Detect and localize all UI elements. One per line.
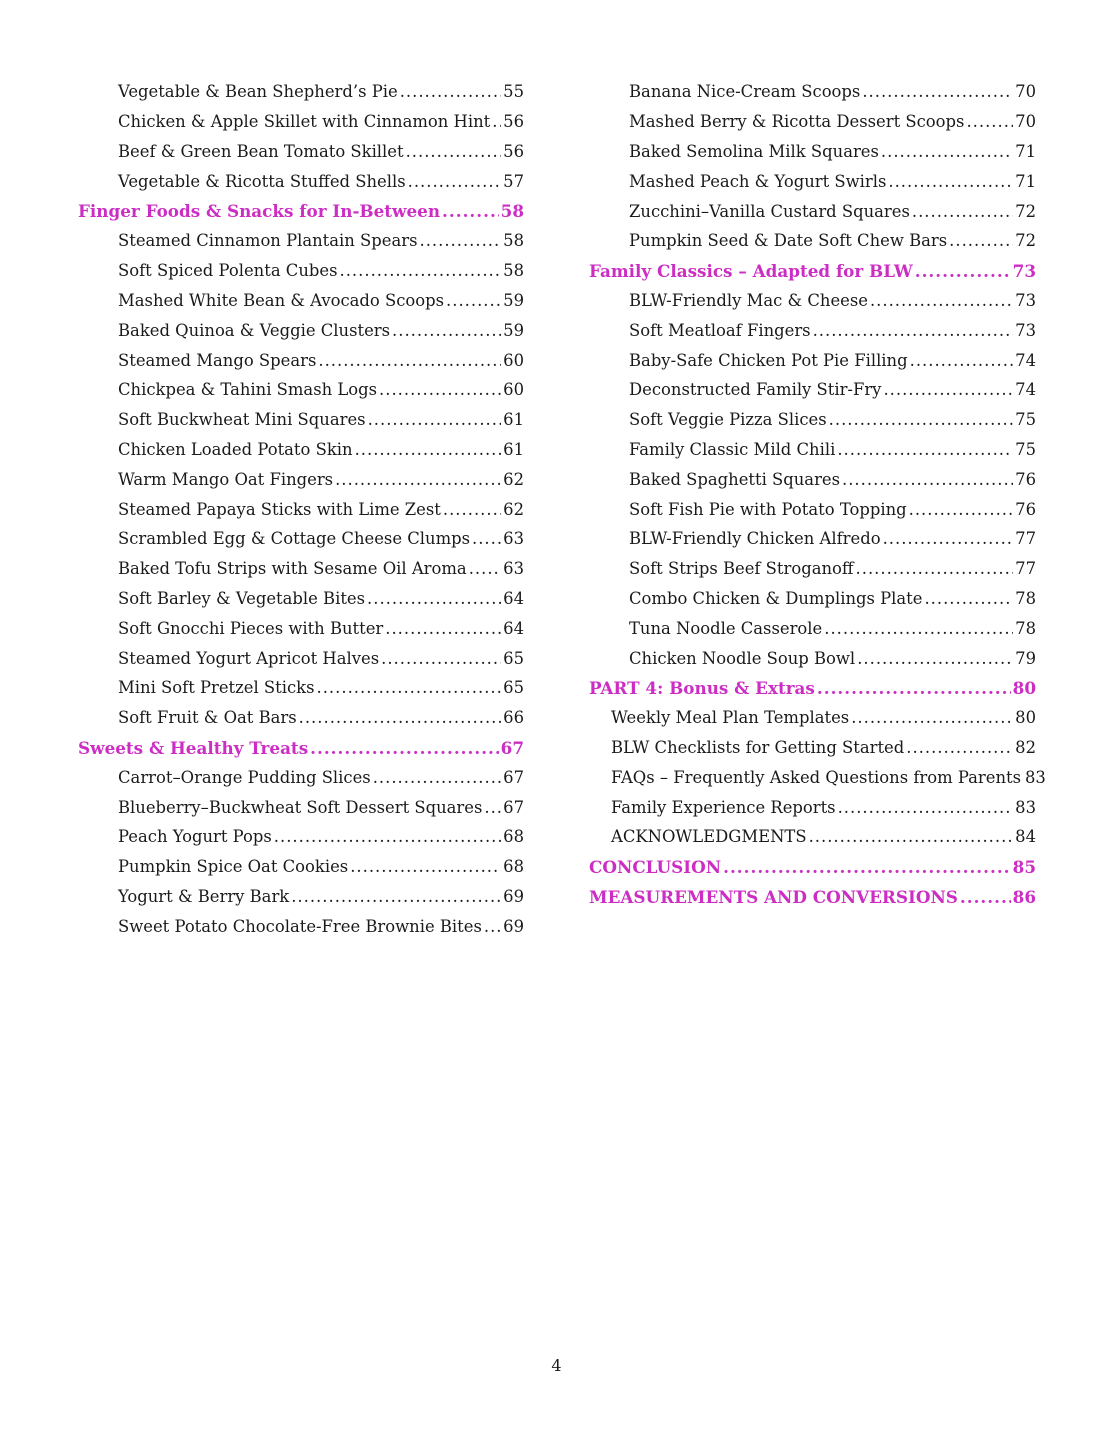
toc-entry-title: Soft Strips Beef Stroganoff <box>629 559 854 579</box>
toc-entry-page: 61 <box>503 410 524 430</box>
toc-entry[interactable] <box>78 669 524 699</box>
toc-entry-title: BLW-Friendly Chicken Alfredo <box>629 529 881 549</box>
toc-entry-page: 56 <box>503 112 524 132</box>
toc-entry-title: Combo Chicken & Dumplings Plate <box>629 588 923 608</box>
toc-dot-leader <box>960 889 1011 906</box>
toc-entry-page: 73 <box>1012 260 1036 281</box>
toc-entry-page: 67 <box>503 767 524 787</box>
toc-entry-title: Scrambled Egg & Cottage Cheese Clumps <box>118 529 471 549</box>
toc-entry-page: 64 <box>503 618 524 638</box>
toc-entry-page: 65 <box>503 648 524 668</box>
toc-entry[interactable] <box>589 73 1036 103</box>
toc-entry-page: 73 <box>1015 290 1036 310</box>
toc-dot-leader <box>469 561 501 577</box>
toc-dot-leader <box>909 502 1014 518</box>
toc-entry[interactable] <box>589 580 1036 610</box>
toc-entry[interactable] <box>78 520 524 550</box>
toc-entry-page: 86 <box>1012 886 1036 907</box>
toc-dot-leader <box>419 233 501 249</box>
toc-entry[interactable] <box>589 788 1036 818</box>
toc-dot-leader <box>318 353 501 369</box>
toc-dot-leader <box>824 621 1013 637</box>
toc-entry[interactable] <box>78 252 524 282</box>
toc-entry[interactable] <box>78 162 524 192</box>
toc-entry[interactable] <box>78 848 524 878</box>
toc-entry-page: 63 <box>503 559 524 579</box>
toc-entry-title: Beef & Green Bean Tomato Skillet <box>118 141 404 161</box>
toc-dot-leader <box>888 174 1013 190</box>
toc-dot-leader <box>442 203 499 220</box>
toc-entry-title: Soft Veggie Pizza Slices <box>629 410 827 430</box>
toc-dot-leader <box>291 889 501 905</box>
toc-entry[interactable] <box>589 460 1036 490</box>
toc-entry-page: 65 <box>503 678 524 698</box>
toc-entry-page: 83 <box>1015 797 1036 817</box>
toc-entry[interactable] <box>589 401 1036 431</box>
toc-entry-title: CONCLUSION <box>589 856 722 877</box>
toc-entry[interactable] <box>78 609 524 639</box>
toc-entry[interactable] <box>78 699 524 729</box>
toc-entry-page: 83 <box>1025 767 1046 787</box>
toc-entry-page: 77 <box>1015 529 1036 549</box>
toc-entry[interactable] <box>589 371 1036 401</box>
toc-entry-page: 75 <box>1015 439 1036 459</box>
toc-entry-page: 74 <box>1015 380 1036 400</box>
toc-entry[interactable] <box>78 431 524 461</box>
toc-entry-page: 68 <box>503 857 524 877</box>
toc-entry[interactable] <box>78 222 524 252</box>
toc-entry[interactable] <box>78 758 524 788</box>
toc-dot-leader <box>340 263 502 279</box>
toc-dot-leader <box>392 323 501 339</box>
toc-dot-leader <box>813 323 1014 339</box>
toc-entry-title: BLW-Friendly Mac & Cheese <box>629 290 868 310</box>
toc-entry-title: Peach Yogurt Pops <box>118 827 272 847</box>
toc-dot-leader <box>350 859 501 875</box>
toc-section-heading[interactable] <box>589 252 1036 282</box>
toc-entry[interactable] <box>589 103 1036 133</box>
toc-dot-leader <box>906 740 1013 756</box>
toc-entry[interactable] <box>589 341 1036 371</box>
toc-dot-leader <box>857 651 1013 667</box>
toc-entry-page: 67 <box>500 737 524 758</box>
toc-entry-page: 76 <box>1015 469 1036 489</box>
toc-entry-page: 70 <box>1015 82 1036 102</box>
toc-dot-leader <box>492 114 501 130</box>
toc-section-heading[interactable] <box>78 729 524 759</box>
toc-entry-page: 72 <box>1015 201 1036 221</box>
toc-dot-leader <box>856 561 1014 577</box>
toc-entry[interactable] <box>589 520 1036 550</box>
toc-dot-leader <box>883 531 1014 547</box>
toc-dot-leader <box>400 84 501 100</box>
toc-entry-title: Soft Fish Pie with Potato Topping <box>629 499 907 519</box>
toc-entry-page: 71 <box>1015 171 1036 191</box>
toc-entry-page: 74 <box>1015 350 1036 370</box>
toc-entry[interactable] <box>589 222 1036 252</box>
toc-dot-leader <box>274 829 501 845</box>
toc-entry-page: 55 <box>503 82 524 102</box>
toc-entry-title: Baby-Safe Chicken Pot Pie Filling <box>629 350 908 370</box>
toc-dot-leader <box>809 829 1014 845</box>
toc-entry-page: 80 <box>1015 708 1036 728</box>
toc-entry-page: 58 <box>503 261 524 281</box>
toc-entry-title: Pumpkin Spice Oat Cookies <box>118 857 349 877</box>
toc-entry-title: Carrot–Orange Pudding Slices <box>118 767 371 787</box>
toc-entry[interactable] <box>589 550 1036 580</box>
toc-dot-leader <box>367 591 501 607</box>
toc-entry-page: 70 <box>1015 112 1036 132</box>
toc-entry-title: Pumpkin Seed & Date Soft Chew Bars <box>629 231 948 251</box>
toc-entry-title: Mashed Peach & Yogurt Swirls <box>629 171 887 191</box>
toc-entry-title: Blueberry–Buckwheat Soft Dessert Squares <box>118 797 483 817</box>
toc-entry-page: 78 <box>1015 618 1036 638</box>
toc-entry-title: Mini Soft Pretzel Sticks <box>118 678 315 698</box>
toc-entry[interactable] <box>589 729 1036 759</box>
page-number: 4 <box>551 1356 562 1375</box>
toc-entry[interactable] <box>589 282 1036 312</box>
toc-entry-page: 71 <box>1015 141 1036 161</box>
toc-dot-leader <box>949 233 1013 249</box>
toc-entry[interactable] <box>589 699 1036 729</box>
toc-entry-title: Vegetable & Ricotta Stuffed Shells <box>118 171 406 191</box>
toc-entry-page: 60 <box>503 380 524 400</box>
toc-entry[interactable] <box>78 490 524 520</box>
toc-dot-leader <box>838 800 1014 816</box>
toc-dot-leader <box>408 174 502 190</box>
toc-dot-leader <box>368 412 502 428</box>
toc-dot-leader <box>299 710 502 726</box>
toc-entry-title: Soft Gnocchi Pieces with Butter <box>118 618 384 638</box>
toc-section-heading[interactable] <box>78 192 524 222</box>
toc-dot-leader <box>484 800 501 816</box>
toc-entry-title: Sweets & Healthy Treats <box>78 737 309 758</box>
toc-entry-page: 56 <box>503 141 524 161</box>
toc-entry-title: Steamed Papaya Sticks with Lime Zest <box>118 499 441 519</box>
toc-entry-title: Chicken Noodle Soup Bowl <box>629 648 856 668</box>
toc-dot-leader <box>910 353 1014 369</box>
toc-entry-title: Mashed Berry & Ricotta Dessert Scoops <box>629 112 965 132</box>
toc-entry-title: Deconstructed Family Stir-Fry <box>629 380 882 400</box>
toc-dot-leader <box>484 919 501 935</box>
toc-entry-page: 78 <box>1015 588 1036 608</box>
toc-entry-page: 58 <box>503 231 524 251</box>
toc-section-heading[interactable] <box>589 848 1036 878</box>
toc-entry-title: Finger Foods & Snacks for In-Between <box>78 201 441 222</box>
toc-entry-title: Soft Buckwheat Mini Squares <box>118 410 366 430</box>
toc-dot-leader <box>385 621 501 637</box>
toc-entry[interactable] <box>78 639 524 669</box>
toc-entry-title: Chickpea & Tahini Smash Logs <box>118 380 378 400</box>
toc-entry-title: Steamed Mango Spears <box>118 350 317 370</box>
toc-entry-page: 75 <box>1015 410 1036 430</box>
toc-entry[interactable] <box>589 639 1036 669</box>
toc-entry-page: 59 <box>503 290 524 310</box>
toc-entry-page: 66 <box>503 708 524 728</box>
toc-entry-title: Baked Quinoa & Veggie Clusters <box>118 320 391 340</box>
toc-entry-title: Tuna Noodle Casserole <box>629 618 823 638</box>
toc-entry[interactable] <box>589 311 1036 341</box>
toc-entry[interactable] <box>589 431 1036 461</box>
toc-section-heading[interactable] <box>589 669 1036 699</box>
toc-dot-leader <box>817 680 1011 697</box>
toc-entry-title: Sweet Potato Chocolate-Free Brownie Bites <box>118 916 482 936</box>
toc-entry-title: ACKNOWLEDGMENTS <box>611 827 807 847</box>
toc-entry-page: 69 <box>503 916 524 936</box>
toc-entry-title: Soft Fruit & Oat Bars <box>118 708 297 728</box>
toc-entry[interactable] <box>78 103 524 133</box>
toc-entry[interactable] <box>589 490 1036 520</box>
toc-entry[interactable] <box>78 818 524 848</box>
toc-entry-title: Family Experience Reports <box>611 797 836 817</box>
toc-section-heading[interactable] <box>589 878 1036 908</box>
toc-entry-page: 57 <box>503 171 524 191</box>
toc-dot-leader <box>355 442 502 458</box>
toc-dot-leader <box>912 204 1013 220</box>
toc-entry-title: Family Classics – Adapted for BLW <box>589 260 913 281</box>
toc-entry-title: Chicken & Apple Skillet with Cinnamon Hint <box>118 112 491 132</box>
toc-entry-title: Baked Tofu Strips with Sesame Oil Aroma <box>118 559 467 579</box>
toc-entry[interactable] <box>78 907 524 937</box>
toc-entry-page: 72 <box>1015 231 1036 251</box>
toc-dot-leader <box>446 293 501 309</box>
toc-dot-leader <box>883 382 1013 398</box>
toc-entry[interactable] <box>589 609 1036 639</box>
toc-entry-page: 67 <box>503 797 524 817</box>
toc-entry-title: Baked Semolina Milk Squares <box>629 141 879 161</box>
toc-entry-title: Soft Meatloaf Fingers <box>629 320 811 340</box>
toc-entry-page: 84 <box>1015 827 1036 847</box>
toc-entry[interactable] <box>78 878 524 908</box>
toc-entry[interactable] <box>589 192 1036 222</box>
toc-dot-leader <box>862 84 1013 100</box>
toc-entry-page: 62 <box>503 469 524 489</box>
toc-entry-title: Mashed White Bean & Avocado Scoops <box>118 290 445 310</box>
toc-entry[interactable] <box>589 818 1036 848</box>
toc-entry-page: 85 <box>1012 856 1036 877</box>
toc-entry-title: Banana Nice-Cream Scoops <box>629 82 861 102</box>
toc-entry[interactable] <box>78 460 524 490</box>
toc-entry-page: 77 <box>1015 559 1036 579</box>
toc-entry-title: Soft Spiced Polenta Cubes <box>118 261 338 281</box>
toc-entry-title: Baked Spaghetti Squares <box>629 469 841 489</box>
toc-entry-page: 73 <box>1015 320 1036 340</box>
toc-entry[interactable] <box>589 758 1046 788</box>
toc-entry-title: FAQs – Frequently Asked Questions from Parents <box>611 767 1021 787</box>
toc-entry[interactable] <box>78 133 524 163</box>
toc-dot-leader <box>381 651 501 667</box>
toc-entry-title: MEASUREMENTS AND CONVERSIONS <box>589 886 958 907</box>
toc-dot-leader <box>966 114 1013 130</box>
toc-entry-title: Steamed Yogurt Apricot Halves <box>118 648 380 668</box>
toc-entry[interactable] <box>589 162 1036 192</box>
toc-entry[interactable] <box>589 133 1036 163</box>
toc-dot-leader <box>335 472 501 488</box>
toc-entry-title: Steamed Cinnamon Plantain Spears <box>118 231 418 251</box>
toc-entry-page: 59 <box>503 320 524 340</box>
toc-entry-page: 76 <box>1015 499 1036 519</box>
toc-entry-page: 69 <box>503 886 524 906</box>
toc-entry-page: 68 <box>503 827 524 847</box>
toc-entry-title: Weekly Meal Plan Templates <box>611 708 850 728</box>
toc-entry-title: Chicken Loaded Potato Skin <box>118 439 353 459</box>
toc-entry[interactable] <box>78 371 524 401</box>
toc-entry-title: Vegetable & Bean Shepherd’s Pie <box>118 82 398 102</box>
toc-dot-leader <box>373 770 501 786</box>
toc-dot-leader <box>379 382 501 398</box>
toc-dot-leader <box>723 859 1011 876</box>
toc-entry[interactable] <box>78 73 524 103</box>
toc-entry-title: Family Classic Mild Chili <box>629 439 836 459</box>
toc-left-column <box>78 73 524 937</box>
toc-dot-leader <box>851 710 1013 726</box>
toc-entry-page: 63 <box>503 529 524 549</box>
toc-entry-page: 64 <box>503 588 524 608</box>
toc-dot-leader <box>915 263 1011 280</box>
toc-dot-leader <box>924 591 1013 607</box>
toc-dot-leader <box>443 502 501 518</box>
toc-dot-leader <box>829 412 1013 428</box>
toc-entry-page: 60 <box>503 350 524 370</box>
toc-dot-leader <box>317 680 502 696</box>
toc-entry[interactable] <box>78 282 524 312</box>
toc-entry-page: 62 <box>503 499 524 519</box>
toc-dot-leader <box>472 531 501 547</box>
toc-entry-title: Soft Barley & Vegetable Bites <box>118 588 366 608</box>
toc-entry-title: Warm Mango Oat Fingers <box>118 469 334 489</box>
toc-entry-page: 82 <box>1015 737 1036 757</box>
toc-right-column <box>589 73 1046 907</box>
toc-entry[interactable] <box>78 341 524 371</box>
toc-dot-leader <box>842 472 1013 488</box>
toc-dot-leader <box>406 144 502 160</box>
toc-entry-page: 79 <box>1015 648 1036 668</box>
toc-dot-leader <box>837 442 1013 458</box>
toc-entry[interactable] <box>78 580 524 610</box>
toc-entry[interactable] <box>78 550 524 580</box>
toc-entry[interactable] <box>78 311 524 341</box>
toc-entry-title: Zucchini–Vanilla Custard Squares <box>629 201 910 221</box>
toc-dot-leader <box>870 293 1013 309</box>
toc-entry[interactable] <box>78 788 524 818</box>
toc-dot-leader <box>881 144 1013 160</box>
toc-entry-title: Yogurt & Berry Bark <box>118 886 290 906</box>
toc-entry-page: 58 <box>500 201 524 222</box>
toc-entry-title: BLW Checklists for Getting Started <box>611 737 905 757</box>
toc-entry[interactable] <box>78 401 524 431</box>
toc-entry-page: 61 <box>503 439 524 459</box>
toc-entry-title: PART 4: Bonus & Extras <box>589 677 815 698</box>
toc-dot-leader <box>310 740 499 757</box>
toc-entry-page: 80 <box>1012 677 1036 698</box>
